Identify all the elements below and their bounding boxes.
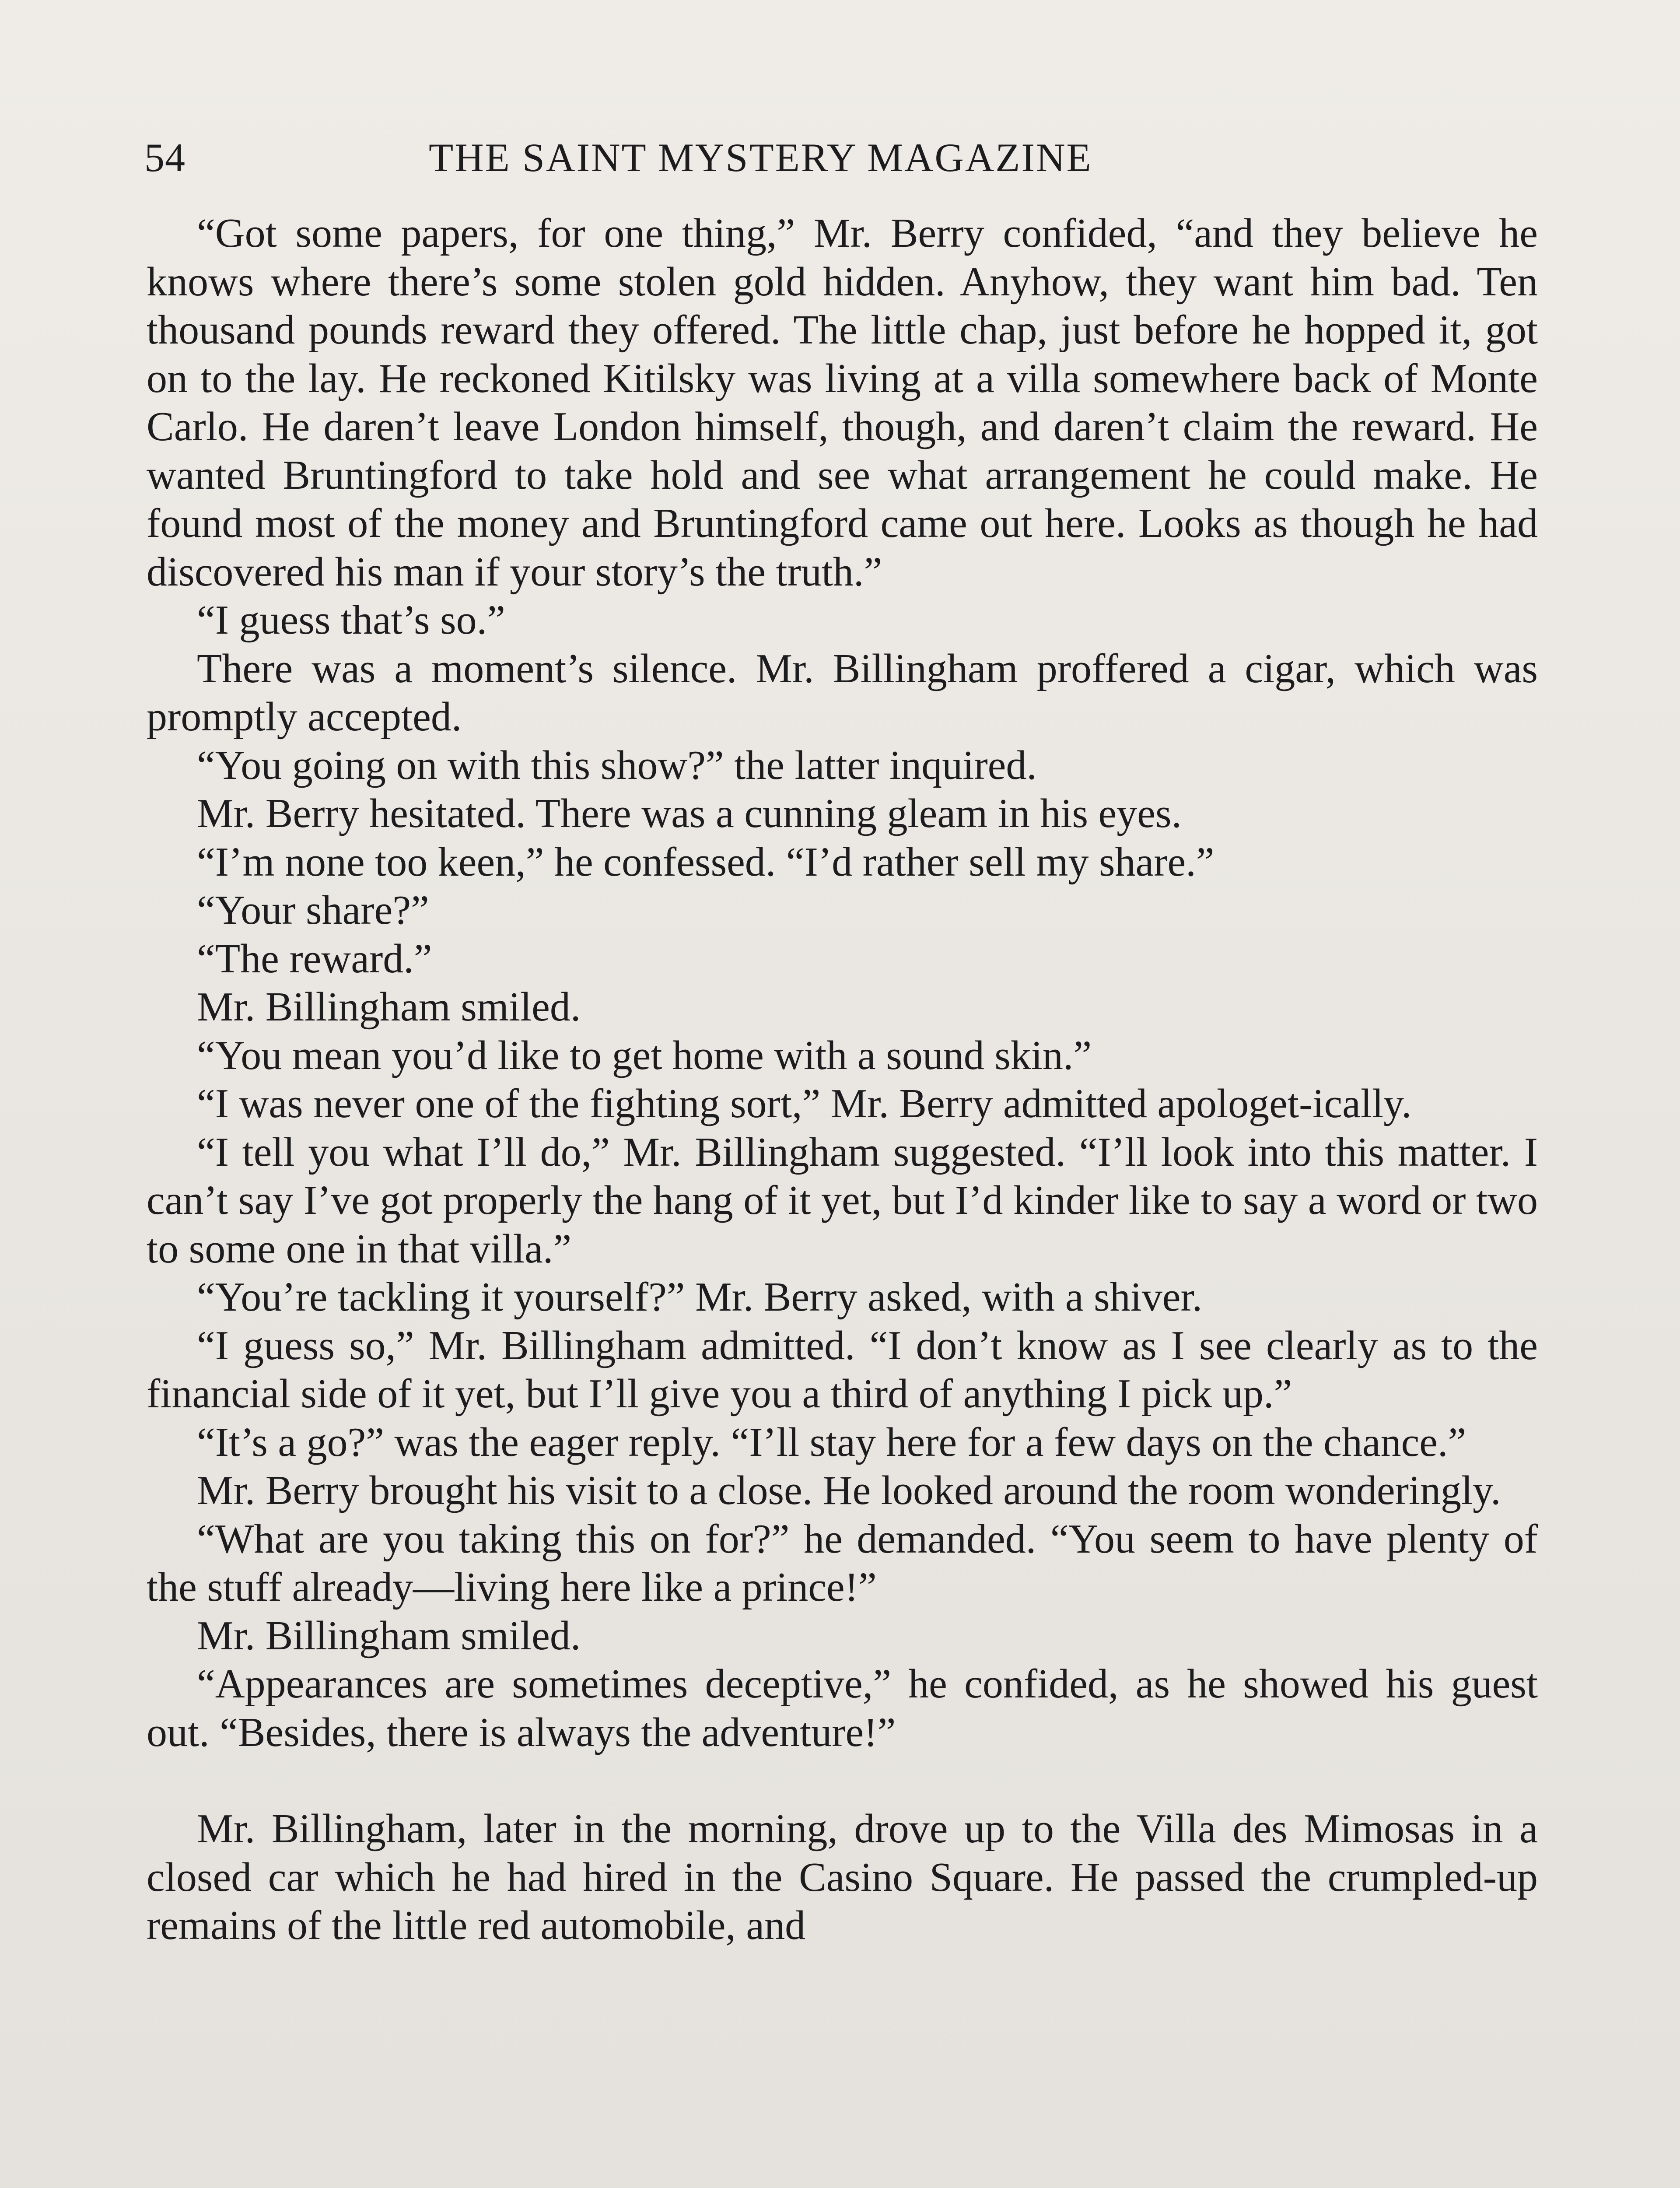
- paragraph: “You going on with this show?” the latter inquired.: [197, 742, 1037, 788]
- page-number: 54: [144, 135, 186, 180]
- paragraph: Mr. Berry hesitated. There was a cunning gleam in his eyes.: [197, 791, 1182, 836]
- paragraph: Mr. Billingham, later in the morning, drove up to the Villa des Mimosas in a closed car which he had hired in the Casino Square. He passed the crumpled-up remains of the little red automobile, and: [147, 1806, 1538, 1948]
- paragraph: “Appearances are sometimes deceptive,” he confided, as he showed his guest out. “Besides, there is always the adventure!”: [147, 1661, 1538, 1755]
- paragraph: “Your share?”: [197, 887, 429, 933]
- paragraph: “The reward.”: [197, 936, 432, 982]
- paragraph: “Got some papers, for one thing,” Mr. Berry confided, “and they believe he knows where there’s some stolen gold hidden. Anyhow, they want him bad. Ten thousand pounds reward they offered. The little chap, just before he hopped it, got on to the lay. He reckoned Kitilsky was living at a villa somewhere back of Monte Carlo. He daren’t leave London himself, though, and daren’t claim the reward. He wanted Bruntingford to take hold and see what arrangement he could make. He found most of the money and Bruntingford came out here. Looks as though he had discovered his man if your story’s the truth.”: [147, 210, 1538, 595]
- running-title: THE SAINT MYSTERY MAGAZINE: [429, 135, 1092, 180]
- paragraph: “I was never one of the fighting sort,” Mr. Berry admitted apologet-ically.: [197, 1081, 1412, 1126]
- paragraph: “You’re tackling it yourself?” Mr. Berry asked, with a shiver.: [197, 1274, 1203, 1320]
- paragraph: “It’s a go?” was the eager reply. “I’ll stay here for a few days on the chance.”: [197, 1419, 1466, 1465]
- paragraph: There was a moment’s silence. Mr. Billingham proffered a cigar, which was promptly accepted.: [147, 645, 1538, 740]
- paragraph: “I tell you what I’ll do,” Mr. Billingham suggested. “I’ll look into this matter. I can’t say I’ve got properly the hang of it yet, but I’d kinder like to say a word or two to some one in that villa.”: [147, 1129, 1538, 1272]
- paragraph: Mr. Berry brought his visit to a close. He looked around the room wonderingly.: [197, 1468, 1501, 1513]
- story-text: [147, 209, 1538, 1950]
- paragraph: “I’m none too keen,” he confessed. “I’d rather sell my share.”: [197, 839, 1214, 885]
- paragraph: “I guess that’s so.”: [197, 597, 505, 643]
- page-header: [144, 127, 1540, 188]
- section-break: [147, 1757, 1538, 1805]
- paragraph: “What are you taking this on for?” he demanded. “You seem to have plenty of the stuff already—living here like a prince!”: [147, 1516, 1538, 1610]
- paragraph: “You mean you’d like to get home with a sound skin.”: [197, 1032, 1092, 1078]
- paragraph: Mr. Billingham smiled.: [197, 1613, 581, 1659]
- paragraph: Mr. Billingham smiled.: [197, 984, 581, 1030]
- paragraph: “I guess so,” Mr. Billingham admitted. “I don’t know as I see clearly as to the financial side of it yet, but I’ll give you a third of anything I pick up.”: [147, 1322, 1538, 1417]
